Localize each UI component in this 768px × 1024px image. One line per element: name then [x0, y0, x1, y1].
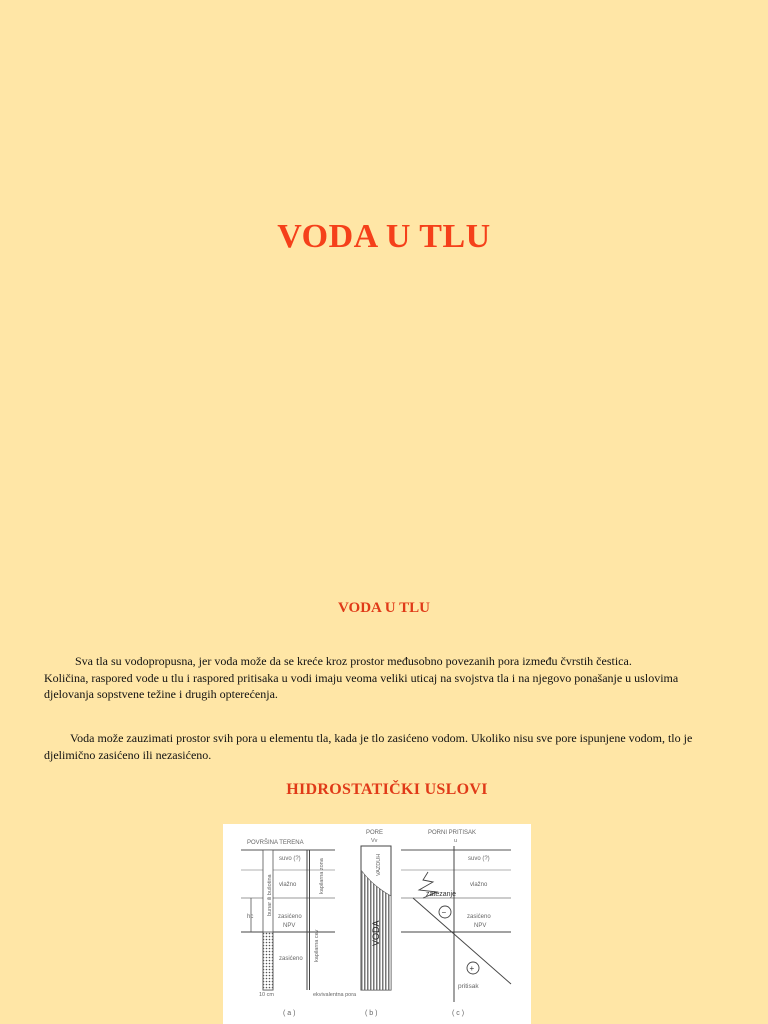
intro-paragraph	[44, 653, 724, 703]
zone-dry-c: suvo (?)	[468, 856, 490, 862]
pores-label: PORE	[366, 830, 384, 836]
pore-pressure-label: PORNI PRITISAK	[428, 830, 477, 836]
hc-label: hc	[247, 914, 254, 920]
panel-c	[401, 830, 511, 1017]
water-table-label-a: NPV	[283, 923, 296, 929]
equivalent-pore-label: ekvivalentna pora	[313, 992, 357, 998]
u-label: u	[454, 838, 458, 844]
caption-c: ( c )	[452, 1010, 465, 1017]
plus-sign: +	[469, 964, 475, 973]
water-table-label-c: NPV	[474, 923, 487, 929]
ground-surface-label: POVRŠINA TERENA	[247, 840, 304, 846]
zone-dry-a: suvo (?)	[279, 856, 301, 862]
well-label: bunar ili bušotina	[267, 874, 273, 916]
capillary-tube-label: kapilarna cev	[314, 929, 320, 962]
zone-moist-a: vlažno	[279, 882, 297, 888]
page-title: VODA U TLU	[277, 218, 491, 255]
caption-a: ( a )	[283, 1010, 296, 1017]
pressure-line	[413, 898, 511, 984]
minus-sign: −	[441, 908, 447, 917]
water-label: VODA	[371, 920, 381, 946]
intro-line-1: Sva tla su vodopropusna, jer voda može da se kreće kroz prostor međusobno povezanih pora između čvrstih čestica.	[75, 654, 632, 668]
hydrostatic-figure	[223, 824, 531, 1024]
caption-b: ( b )	[365, 1010, 378, 1017]
panel-b	[361, 830, 391, 1017]
vv-label: Vv	[371, 838, 378, 844]
well-width-label: 10 cm	[259, 992, 274, 998]
saturation-paragraph	[44, 730, 724, 763]
intro-line-2: Količina, raspored vode u tlu i raspored pritisaka u vodi imaju veoma veliki uticaj na svojstva tla i na njegovo ponašanje u uslovima djelovanja sopstvene težine i drugih opterećenja.	[44, 670, 679, 701]
air-label: VAZDUH	[376, 853, 382, 876]
zone-saturated-lower-a: zasićeno	[279, 956, 303, 962]
pressure-label: pritisak	[458, 983, 479, 990]
zone-saturated-upper-a: zasićeno	[278, 914, 302, 920]
saturation-text: Voda može zauzimati prostor svih pora u elementu tla, kada je tlo zasićeno vodom. Ukoliko nisu sve pore ispunjene vodom, tlo je djelimično zasićeno ili nezasićeno.	[44, 731, 693, 762]
tension-label: zatezanje	[426, 891, 456, 898]
zone-saturated-c: zasićeno	[467, 914, 491, 920]
zone-moist-c: vlažno	[470, 882, 488, 888]
capillary-zone-label: kapilarna zona	[319, 858, 325, 894]
hydrostatic-diagram	[223, 824, 531, 1024]
well-water	[263, 932, 273, 990]
section-title: VODA U TLU	[338, 600, 430, 616]
panel-a	[241, 839, 357, 1017]
hydrostatic-heading: HIDROSTATIČKI USLOVI	[286, 781, 488, 798]
